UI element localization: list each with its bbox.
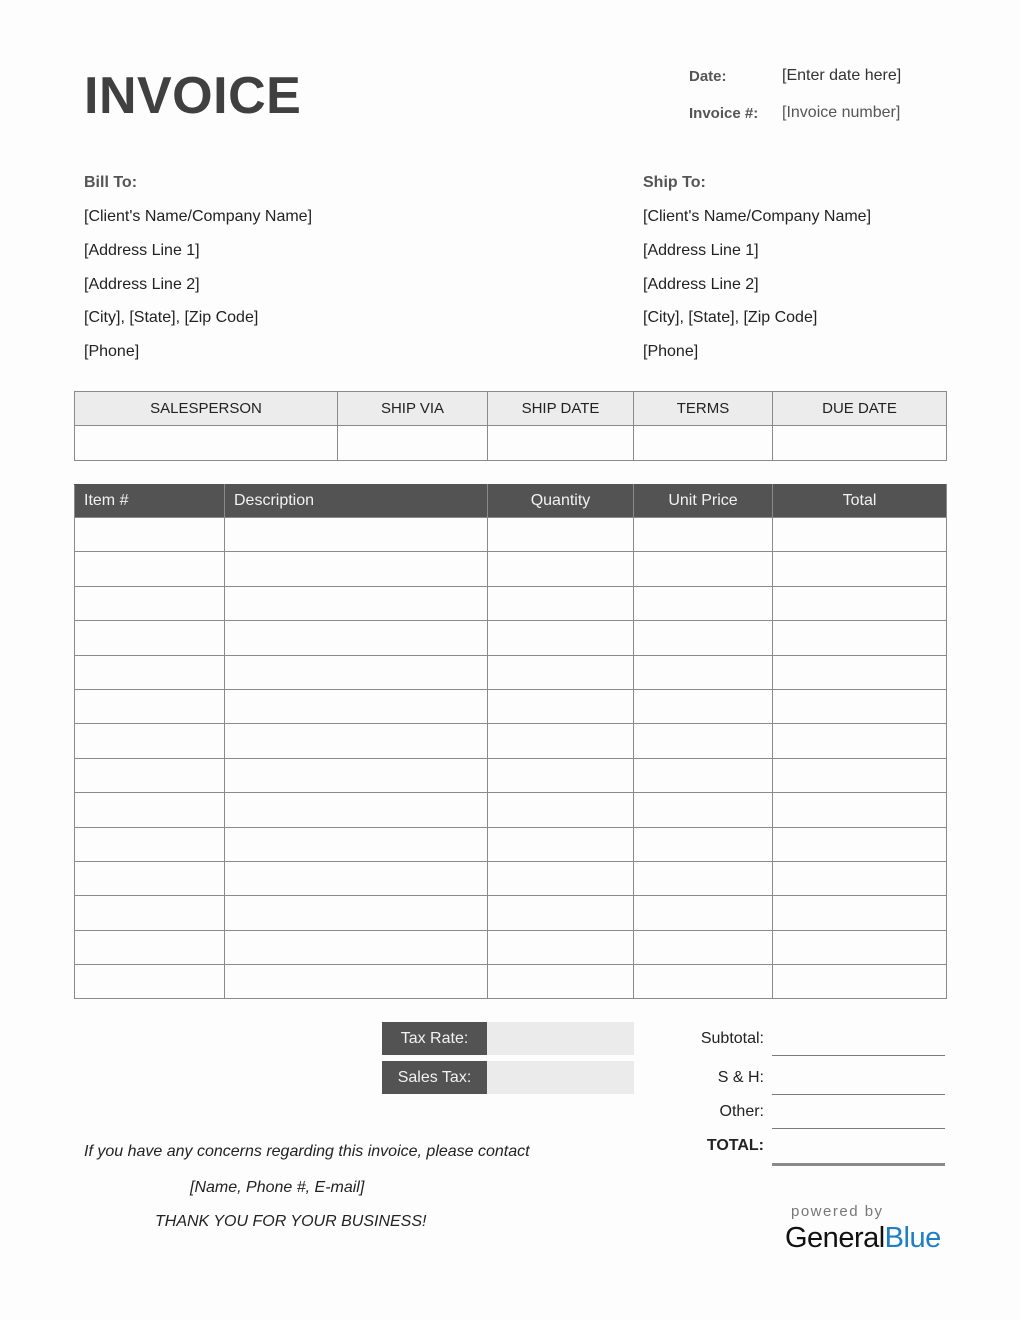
line-items-body [75, 518, 947, 999]
item-number-cell[interactable] [75, 827, 225, 861]
table-row [75, 724, 947, 758]
generalblue-logo[interactable] [785, 1222, 941, 1255]
unit-price-cell[interactable] [634, 689, 773, 723]
total-cell[interactable] [773, 793, 947, 827]
table-row [75, 586, 947, 620]
description-cell[interactable] [225, 965, 488, 999]
description-cell[interactable] [225, 793, 488, 827]
date-field[interactable]: [Enter date here] [782, 67, 902, 84]
table-row [75, 965, 947, 999]
invoice-number-label: Invoice #: [689, 105, 759, 122]
ship-via-header: SHIP VIA [338, 392, 488, 426]
unit-price-cell[interactable] [634, 655, 773, 689]
total-cell[interactable] [773, 655, 947, 689]
bill-to-address-1[interactable]: [Address Line 1] [84, 242, 200, 259]
quantity-cell[interactable] [488, 793, 634, 827]
item-number-cell[interactable] [75, 896, 225, 930]
invoice-title: INVOICE [84, 67, 302, 125]
total-header: Total [773, 485, 947, 518]
quantity-cell[interactable] [488, 655, 634, 689]
total-cell[interactable] [773, 586, 947, 620]
description-cell[interactable] [225, 724, 488, 758]
quantity-cell[interactable] [488, 689, 634, 723]
description-cell[interactable] [225, 827, 488, 861]
table-row [75, 758, 947, 792]
powered-by-label: powered by [791, 1203, 884, 1220]
total-cell[interactable] [773, 930, 947, 964]
shipping-handling-field[interactable] [772, 1061, 945, 1095]
quantity-cell[interactable] [488, 586, 634, 620]
ship-date-cell[interactable] [488, 426, 634, 461]
item-number-header: Item # [75, 485, 225, 518]
item-number-cell[interactable] [75, 518, 225, 552]
item-number-cell[interactable] [75, 552, 225, 586]
brand-general: General [785, 1222, 885, 1254]
thank-you-message: THANK YOU FOR YOUR BUSINESS! [155, 1213, 427, 1230]
unit-price-cell[interactable] [634, 552, 773, 586]
total-cell[interactable] [773, 724, 947, 758]
description-cell[interactable] [225, 758, 488, 792]
date-label: Date: [689, 68, 727, 85]
line-items-table [74, 484, 947, 999]
table-row [75, 655, 947, 689]
grand-total-label: TOTAL: [706, 1137, 764, 1154]
ship-to-address-2[interactable]: [Address Line 2] [643, 276, 759, 293]
shipping-handling-label: S & H: [717, 1069, 764, 1086]
item-number-cell[interactable] [75, 655, 225, 689]
unit-price-header: Unit Price [634, 485, 773, 518]
subtotal-field[interactable] [772, 1022, 945, 1056]
ship-to-name[interactable]: [Client's Name/Company Name] [643, 208, 872, 225]
invoice-number-field[interactable]: [Invoice number] [782, 104, 901, 121]
total-cell[interactable] [773, 965, 947, 999]
tax-rate-field[interactable] [487, 1022, 634, 1055]
item-number-cell[interactable] [75, 861, 225, 895]
total-cell[interactable] [773, 861, 947, 895]
grand-total-field[interactable] [772, 1129, 945, 1166]
table-row [75, 793, 947, 827]
table-row [75, 518, 947, 552]
bill-to-city-state-zip[interactable]: [City], [State], [Zip Code] [84, 309, 259, 326]
total-cell[interactable] [773, 758, 947, 792]
description-cell[interactable] [225, 586, 488, 620]
unit-price-cell[interactable] [634, 896, 773, 930]
due-date-cell[interactable] [773, 426, 947, 461]
table-row [75, 552, 947, 586]
table-row [75, 861, 947, 895]
table-row [75, 621, 947, 655]
unit-price-cell[interactable] [634, 965, 773, 999]
salesperson-header: SALESPERSON [75, 392, 338, 426]
tax-rate-row [382, 1022, 634, 1055]
tax-rate-label: Tax Rate: [382, 1022, 487, 1055]
terms-cell[interactable] [634, 426, 773, 461]
ship-to-address-1[interactable]: [Address Line 1] [643, 242, 759, 259]
description-header: Description [225, 485, 488, 518]
bill-to-phone[interactable]: [Phone] [84, 343, 140, 360]
ship-date-header: SHIP DATE [488, 392, 634, 426]
unit-price-cell[interactable] [634, 518, 773, 552]
ship-to-city-state-zip[interactable]: [City], [State], [Zip Code] [643, 309, 818, 326]
quantity-cell[interactable] [488, 861, 634, 895]
unit-price-cell[interactable] [634, 793, 773, 827]
table-row [75, 827, 947, 861]
total-cell[interactable] [773, 896, 947, 930]
quantity-header: Quantity [488, 485, 634, 518]
item-number-cell[interactable] [75, 793, 225, 827]
table-row [75, 896, 947, 930]
description-cell[interactable] [225, 552, 488, 586]
item-number-cell[interactable] [75, 724, 225, 758]
line-items-header-row [75, 485, 947, 518]
quantity-cell[interactable] [488, 930, 634, 964]
other-field[interactable] [772, 1095, 945, 1129]
unit-price-cell[interactable] [634, 724, 773, 758]
description-cell[interactable] [225, 930, 488, 964]
description-cell[interactable] [225, 689, 488, 723]
description-cell[interactable] [225, 861, 488, 895]
total-cell[interactable] [773, 518, 947, 552]
quantity-cell[interactable] [488, 965, 634, 999]
description-cell[interactable] [225, 896, 488, 930]
quantity-cell[interactable] [488, 758, 634, 792]
item-number-cell[interactable] [75, 965, 225, 999]
total-cell[interactable] [773, 827, 947, 861]
bill-to-heading: Bill To: [84, 174, 138, 191]
table-row [75, 930, 947, 964]
quantity-cell[interactable] [488, 621, 634, 655]
due-date-header: DUE DATE [773, 392, 947, 426]
ship-via-cell[interactable] [338, 426, 488, 461]
unit-price-cell[interactable] [634, 621, 773, 655]
quantity-cell[interactable] [488, 827, 634, 861]
unit-price-cell[interactable] [634, 758, 773, 792]
item-number-cell[interactable] [75, 621, 225, 655]
description-cell[interactable] [225, 621, 488, 655]
ship-to-phone[interactable]: [Phone] [643, 343, 699, 360]
ship-to-heading: Ship To: [643, 174, 706, 191]
bill-to-address-2[interactable]: [Address Line 2] [84, 276, 200, 293]
total-cell[interactable] [773, 552, 947, 586]
total-cell[interactable] [773, 621, 947, 655]
salesperson-cell[interactable] [75, 426, 338, 461]
item-number-cell[interactable] [75, 586, 225, 620]
concerns-note: If you have any concerns regarding this invoice, please contact [84, 1143, 530, 1160]
quantity-cell[interactable] [488, 724, 634, 758]
shipping-info-row [75, 426, 947, 461]
item-number-cell[interactable] [75, 758, 225, 792]
quantity-cell[interactable] [488, 896, 634, 930]
table-row [75, 689, 947, 723]
shipping-info-header-row [75, 392, 947, 426]
sales-tax-field[interactable] [487, 1061, 634, 1094]
subtotal-label: Subtotal: [700, 1030, 764, 1047]
unit-price-cell[interactable] [634, 861, 773, 895]
item-number-cell[interactable] [75, 689, 225, 723]
sales-tax-row [382, 1061, 634, 1094]
unit-price-cell[interactable] [634, 827, 773, 861]
bill-to-name[interactable]: [Client's Name/Company Name] [84, 208, 313, 225]
other-label: Other: [719, 1103, 764, 1120]
quantity-cell[interactable] [488, 518, 634, 552]
terms-header: TERMS [634, 392, 773, 426]
total-cell[interactable] [773, 689, 947, 723]
unit-price-cell[interactable] [634, 930, 773, 964]
contact-info-field[interactable]: [Name, Phone #, E-mail] [190, 1179, 365, 1196]
item-number-cell[interactable] [75, 930, 225, 964]
brand-blue: Blue [884, 1222, 941, 1254]
quantity-cell[interactable] [488, 552, 634, 586]
unit-price-cell[interactable] [634, 586, 773, 620]
sales-tax-label: Sales Tax: [382, 1061, 487, 1094]
description-cell[interactable] [225, 518, 488, 552]
description-cell[interactable] [225, 655, 488, 689]
shipping-info-table [74, 391, 947, 461]
